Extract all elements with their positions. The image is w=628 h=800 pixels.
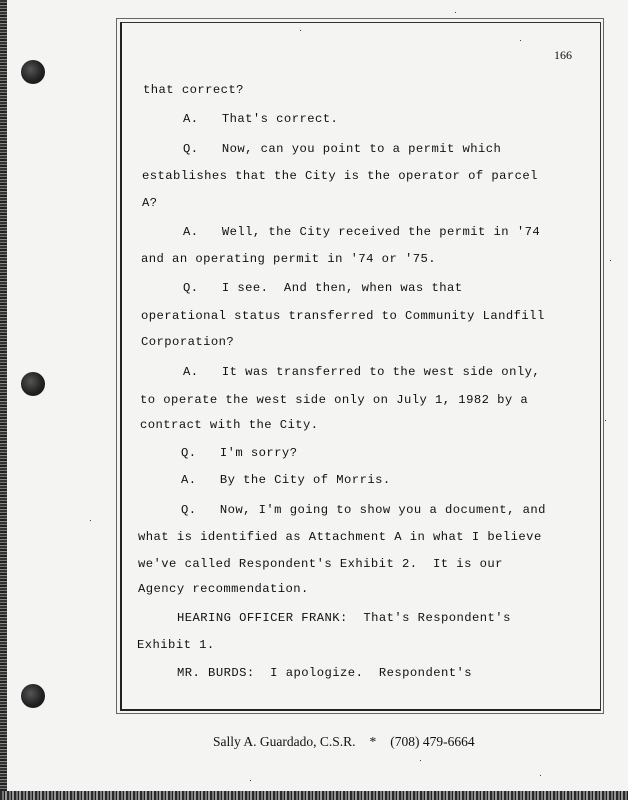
reporter-footer — [213, 734, 475, 750]
transcript-line: that correct? — [143, 83, 244, 97]
punch-hole-middle — [21, 372, 45, 396]
transcript-line: operational status transferred to Community Landfill — [141, 309, 545, 323]
transcript-line: Q. I see. And then, when was that — [183, 281, 463, 295]
transcript-line: Exhibit 1. — [137, 638, 215, 652]
scan-bottom-edge — [0, 791, 628, 800]
transcript-line: HEARING OFFICER FRANK: That's Respondent's — [177, 611, 511, 625]
reporter-phone: (708) 479-6664 — [390, 734, 475, 749]
transcript-line: Q. I'm sorry? — [181, 446, 298, 460]
transcript-line: A. By the City of Morris. — [181, 473, 391, 487]
scan-left-edge — [0, 0, 7, 800]
transcript-line: Corporation? — [141, 335, 235, 349]
page-number: 166 — [554, 48, 572, 62]
transcript-line: Q. Now, can you point to a permit which — [183, 142, 502, 156]
transcript-line: A. That's correct. — [183, 112, 339, 126]
transcript-line: to operate the west side only on July 1, 1982 by a — [140, 393, 529, 407]
footer-separator: * — [369, 734, 377, 749]
transcript-line: what is identified as Attachment A in what I believe — [138, 530, 542, 544]
transcript-line: we've called Respondent's Exhibit 2. It is our — [138, 557, 503, 571]
transcript-line: A? — [142, 196, 158, 210]
transcript-line: contract with the City. — [140, 418, 319, 432]
transcript-line: A. Well, the City received the permit in '74 — [183, 225, 541, 239]
reporter-name: Sally A. Guardado, C.S.R. — [213, 734, 356, 749]
transcript-line: establishes that the City is the operator of parcel — [142, 169, 538, 183]
transcript-line: and an operating permit in '74 or '75. — [141, 252, 437, 266]
transcript-line: MR. BURDS: I apologize. Respondent's — [177, 666, 473, 680]
punch-hole-top — [21, 60, 45, 84]
punch-hole-bottom — [21, 684, 45, 708]
transcript-line: A. It was transferred to the west side only, — [183, 365, 541, 379]
transcript-line: Q. Now, I'm going to show you a document, and — [181, 503, 546, 517]
transcript-line: Agency recommendation. — [138, 582, 309, 596]
